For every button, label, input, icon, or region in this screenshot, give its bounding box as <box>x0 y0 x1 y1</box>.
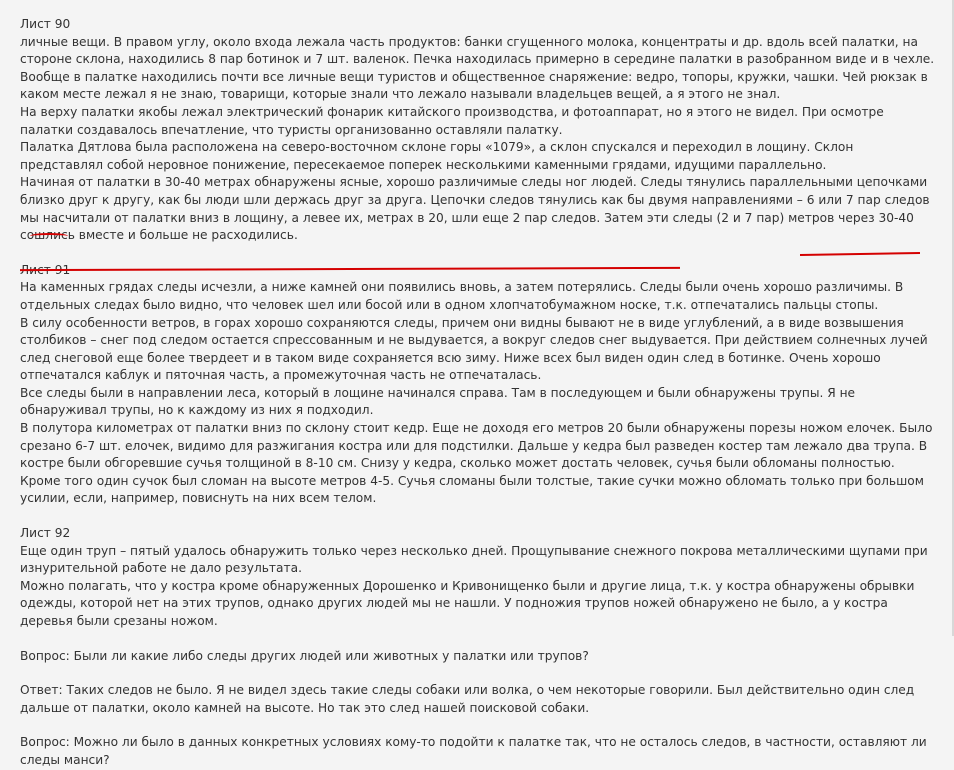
paragraph: Еще один труп – пятый удалось обнаружить только через несколько дней. Прощупывание снежного покрова металлическими щупами при изнурительной работе не дало результата. <box>20 543 928 576</box>
qa-text: Вопрос: Можно ли было в данных конкретных условиях кому-то подойти к палатке так, что не осталось следов, в частности, оставляют ли следы манси? <box>20 735 927 767</box>
paragraph: Начиная от палатки в 30-40 метрах обнаружены ясные, хорошо различимые следы ног людей. Следы тянулись параллельными цепочками близко друг к другу, как бы люди шли держась друг за друга. Цепочки следов тянулись как бы двумя направлениями – 6 или 7 пар следов мы насчитали от палатки вниз в лощину, а левее их, метрах в 20, шли еще 2 пар следов. Затем эти следы (2 и 7 пар) метров через 30-40 сошлись вместе и больше не расходились. <box>20 175 930 243</box>
paragraph: Все следы были в направлении леса, который в лощине начинался справа. Там в последующем и были обнаружены трупы. Я не обнаруживал трупы, но к каждому из них я подходил. <box>20 385 856 418</box>
sheet-label: Лист 91 <box>20 262 71 277</box>
red-underline-sheet-number <box>30 233 68 239</box>
sheet-90 <box>20 16 938 245</box>
paragraph-highlighted: На каменных грядах следы исчезли, а ниже камней они появились вновь, а затем потерялись. Следы были очень хорошо различимы. В отдельных следах было видно, что человек шел или босой или в одном хлопчатобумажном носке, т.к. отпечатались пальцы стопы. <box>20 280 904 312</box>
document-body <box>20 16 938 770</box>
question <box>20 734 938 769</box>
paragraph: Можно полагать, что у костра кроме обнаруженных Дорошенко и Кривонищенко были и другие лица, т.к. у костра обнаружены обрывки одежды, которой нет на этих трупов, однако других людей мы не нашли. У подножия трупов ножей обнаружено не было, а у костра деревья были срезаны ножом. <box>20 578 915 628</box>
qa-text: Вопрос: Были ли какие либо следы других людей или животных у палатки или трупов? <box>20 648 589 663</box>
answer <box>20 682 938 717</box>
sheet-92 <box>20 525 938 631</box>
paragraph: личные вещи. В правом углу, около входа лежала часть продуктов: банки сгущенного молока, концентраты и др. вдоль всей палатки, на стороне склона, находились 8 пар ботинок и 7 шт. валенок. Печка находилась примерно в середине палатки в разобранном виде и в чехле. Вообще в палатке находились почти все личные вещи туристов и общественное снаряжение: ведро, топоры, кружки, чашки. Чей рюкзак в каком месте лежал я не знаю, товарищи, которые знали что лежало называли владельцев вещей, а я этого не знал. <box>20 34 935 102</box>
sheet-91 <box>20 262 938 508</box>
paragraph: В полутора километрах от палатки вниз по склону стоит кедр. Еще не доходя его метров 20 были обнаружены порезы ножом елочек. Было срезано 6-7 шт. елочек, видимо для разжигания костра или для подстилки. Дальше у кедра был разведен костер там лежало два трупа. В костре были обгоревшие сучья толщиной в 8-10 см. Снизу у кедра, сколько может достать человек, сучья были обломаны полностью. Кроме того один сучок был сломан на высоте метров 4-5. Сучья сломаны были толстые, такие сучки можно обломать только при большом усилии, если, например, повиснуть на них всем телом. <box>20 421 933 506</box>
paragraph: Палатка Дятлова была расположена на северо-восточном склоне горы «1079», а склон спускался и переходил в лощину. Склон представлял собой неровное понижение, пересекаемое поперек несколькими каменными грядами, идущими параллельно. <box>20 140 854 172</box>
paragraph: На верху палатки якобы лежал электрический фонарик китайского производства, и фотоаппарат, но я этого не видел. При осмотре палатки создавалось впечатление, что туристы организованно оставляли палатку. <box>20 104 884 137</box>
sheet-label: Лист 92 <box>20 526 71 541</box>
paragraph: В силу особенности ветров, в горах хорошо сохраняются следы, причем они видны бывают не в виде углублений, а в виде возвышения столбиков – снег под следом остается спрессованным и не выдувается, а вокруг следов снег выдувается. При действием солнечных лучей след снеговой еще более твердеет и в таком виде сохраняется всю зиму. Ниже всех был виден один след в ботинке. Очень хорошо отпечатался каблук и пяточная часть, а промежуточная часть не отпечаталась. <box>20 315 928 383</box>
question <box>20 648 938 666</box>
sheet-label: Лист 90 <box>20 17 71 31</box>
qa-text: Ответ: Таких следов не было. Я не видел здесь такие следы собаки или волка, о чем некоторые говорили. Был действительно один след дальше от палатки, около камней на высоте. Но так это след нашей поисковой собаки. <box>20 683 915 715</box>
